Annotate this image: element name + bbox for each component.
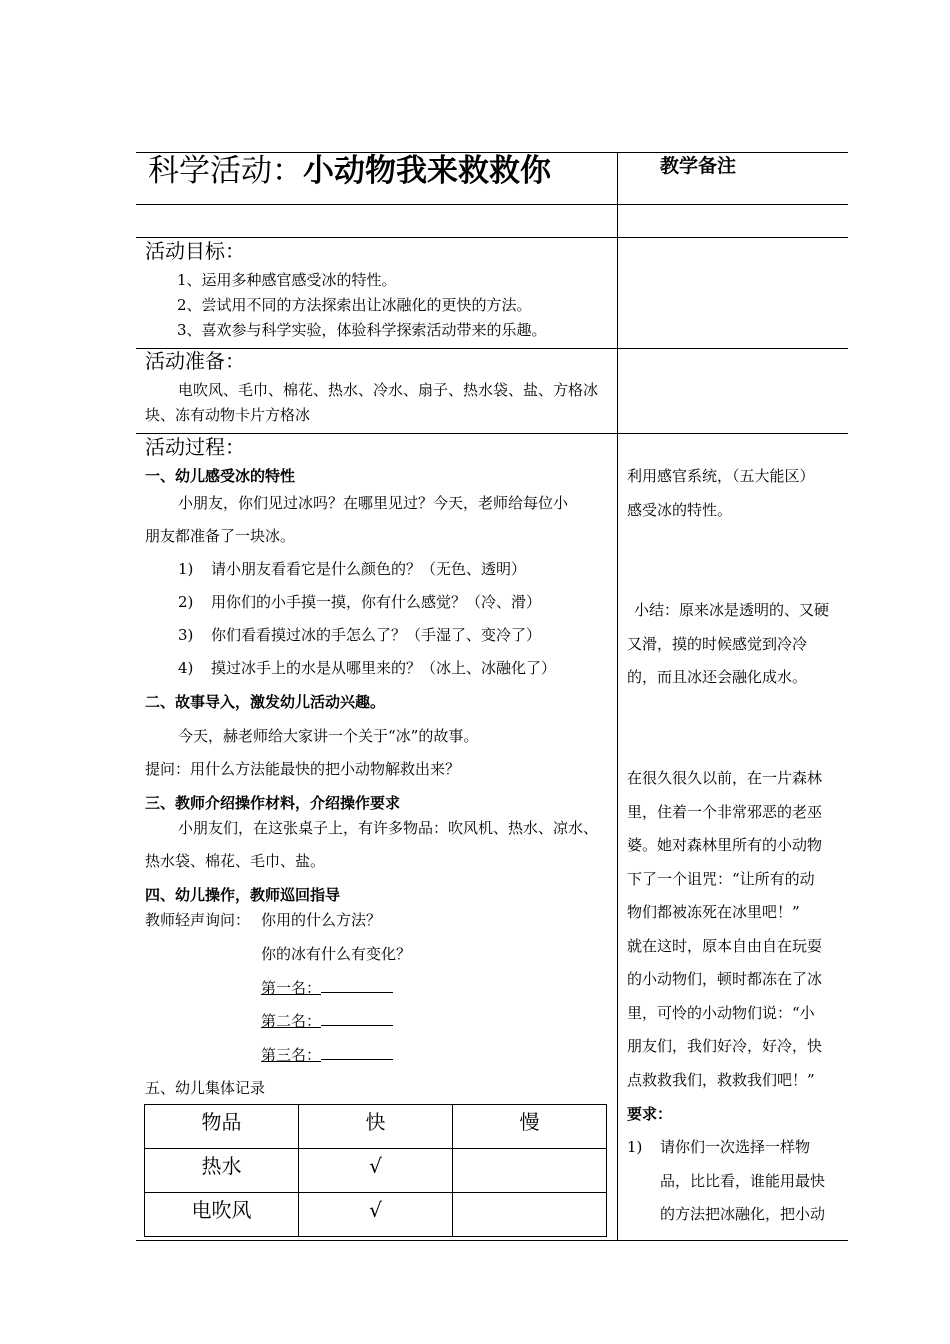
table-header-cell: 慢 xyxy=(453,1105,607,1149)
question-number: 4) xyxy=(178,659,194,677)
row-divider xyxy=(136,204,848,205)
rank-line xyxy=(261,978,393,998)
section-1-heading: 一、幼儿感受冰的特性 xyxy=(145,467,296,485)
question-text: 摸过冰手上的水是从哪里来的？（冰上、冰融化了） xyxy=(211,659,557,677)
table-row xyxy=(145,1193,607,1237)
requirement-line: 的方法把冰融化，把小动 xyxy=(660,1205,826,1223)
section-3-line: 小朋友们，在这张桌子上，有许多物品：吹风机、热水、凉水、 xyxy=(178,819,599,837)
check-mark: √ xyxy=(299,1193,453,1237)
table-header-cell: 快 xyxy=(299,1105,453,1149)
requirements-heading: 要求： xyxy=(627,1105,673,1123)
section-3-line: 热水袋、棉花、毛巾、盐。 xyxy=(145,852,326,870)
title-main: 小动物我来救救你 xyxy=(303,153,551,189)
question-text: 用你们的小手摸一摸，你有什么感觉？（冷、滑） xyxy=(211,593,542,611)
table-bottom-border xyxy=(136,1240,848,1241)
question-text: 请小朋友看看它是什么颜色的？（无色、透明） xyxy=(211,560,527,578)
rank-blank xyxy=(321,1011,393,1026)
story-line: 下了一个诅咒：“让所有的动 xyxy=(627,870,815,888)
story-line: 点救救我们，救救我们吧！” xyxy=(627,1071,815,1089)
story-line: 婆。她对森林里所有的小动物 xyxy=(627,836,823,854)
table-header-cell: 物品 xyxy=(145,1105,299,1149)
section-1-line: 小朋友，你们见过冰吗？在哪里见过？今天，老师给每位小 xyxy=(178,494,569,512)
prep-heading: 活动准备： xyxy=(145,349,245,373)
rank-blank xyxy=(321,978,393,993)
table-row xyxy=(145,1149,607,1193)
question-text: 你们看看摸过冰的手怎么了？（手湿了、变冷了） xyxy=(211,626,542,644)
process-heading: 活动过程： xyxy=(145,435,245,459)
section-5-heading: 五、幼儿集体记录 xyxy=(145,1079,266,1097)
story-line: 物们都被冻死在冰里吧！” xyxy=(627,903,800,921)
story-line: 在很久很久以前，在一片森林 xyxy=(627,769,823,787)
column-divider xyxy=(617,152,618,1241)
story-line: 里，可怜的小动物们说：“小 xyxy=(627,1004,815,1022)
page-title xyxy=(148,151,551,191)
note-line: 利用感官系统，（五大能区） xyxy=(627,467,815,485)
section-2-heading: 二、故事导入，激发幼儿活动兴趣。 xyxy=(145,693,386,711)
check-mark: √ xyxy=(299,1149,453,1193)
story-line: 里，住着一个非常邪恶的老巫 xyxy=(627,803,823,821)
summary-line: 的，而且冰还会融化成水。 xyxy=(627,668,808,686)
question-number: 3) xyxy=(178,626,194,644)
goal-item: 1、运用多种感官感受冰的特性。 xyxy=(177,271,397,289)
record-table xyxy=(144,1104,607,1237)
section-3-heading: 三、教师介绍操作材料，介绍操作要求 xyxy=(145,794,401,812)
rank-label: 第三名： xyxy=(261,1046,322,1064)
summary-line: 又滑，摸的时候感觉到冷冷 xyxy=(627,635,808,653)
rank-line xyxy=(261,1045,393,1065)
summary-line: 小结：原来冰是透明的、又硬 xyxy=(634,601,830,619)
story-line: 就在这时，原本自由自在玩耍 xyxy=(627,937,823,955)
ask-line: 你用的什么方法？ xyxy=(261,911,382,929)
question-number: 1) xyxy=(178,560,194,578)
table-cell xyxy=(453,1193,607,1237)
requirement-line: 请你们一次选择一样物 xyxy=(660,1138,811,1156)
requirement-line: 品，比比看，谁能用最快 xyxy=(660,1172,826,1190)
goals-heading: 活动目标： xyxy=(145,239,245,263)
rank-label: 第二名： xyxy=(261,1012,322,1030)
section-4-heading: 四、幼儿操作，教师巡回指导 xyxy=(145,886,341,904)
notes-header: 教学备注 xyxy=(660,155,737,177)
question-number: 2) xyxy=(178,593,194,611)
goal-item: 2、尝试用不同的方法探索出让冰融化的更快的方法。 xyxy=(177,296,532,314)
story-line: 朋友们，我们好冷，好冷，快 xyxy=(627,1037,823,1055)
ask-line: 你的冰有什么有变化？ xyxy=(261,945,412,963)
table-cell: 热水 xyxy=(145,1149,299,1193)
section-2-line: 提问：用什么方法能最快的把小动物解救出来？ xyxy=(145,760,461,778)
table-cell: 电吹风 xyxy=(145,1193,299,1237)
requirement-number: 1) xyxy=(627,1138,643,1156)
section-2-line: 今天，赫老师给大家讲一个关于“冰”的故事。 xyxy=(178,727,479,745)
table-cell xyxy=(453,1149,607,1193)
note-line: 感受冰的特性。 xyxy=(627,501,733,519)
prep-line: 块、冻有动物卡片方格冰 xyxy=(145,406,311,424)
section-1-line: 朋友都准备了一块冰。 xyxy=(145,527,296,545)
ask-label: 教师轻声询问： xyxy=(145,911,251,929)
rank-blank xyxy=(321,1045,393,1060)
story-line: 的小动物们，顿时都冻在了冰 xyxy=(627,970,823,988)
rank-line xyxy=(261,1011,393,1031)
prep-line: 电吹风、毛巾、棉花、热水、冷水、扇子、热水袋、盐、方格冰 xyxy=(178,381,599,399)
table-header-row xyxy=(145,1105,607,1149)
goal-item: 3、喜欢参与科学实验，体验科学探索活动带来的乐趣。 xyxy=(177,321,547,339)
rank-label: 第一名： xyxy=(261,979,322,997)
title-prefix: 科学活动： xyxy=(148,153,303,189)
